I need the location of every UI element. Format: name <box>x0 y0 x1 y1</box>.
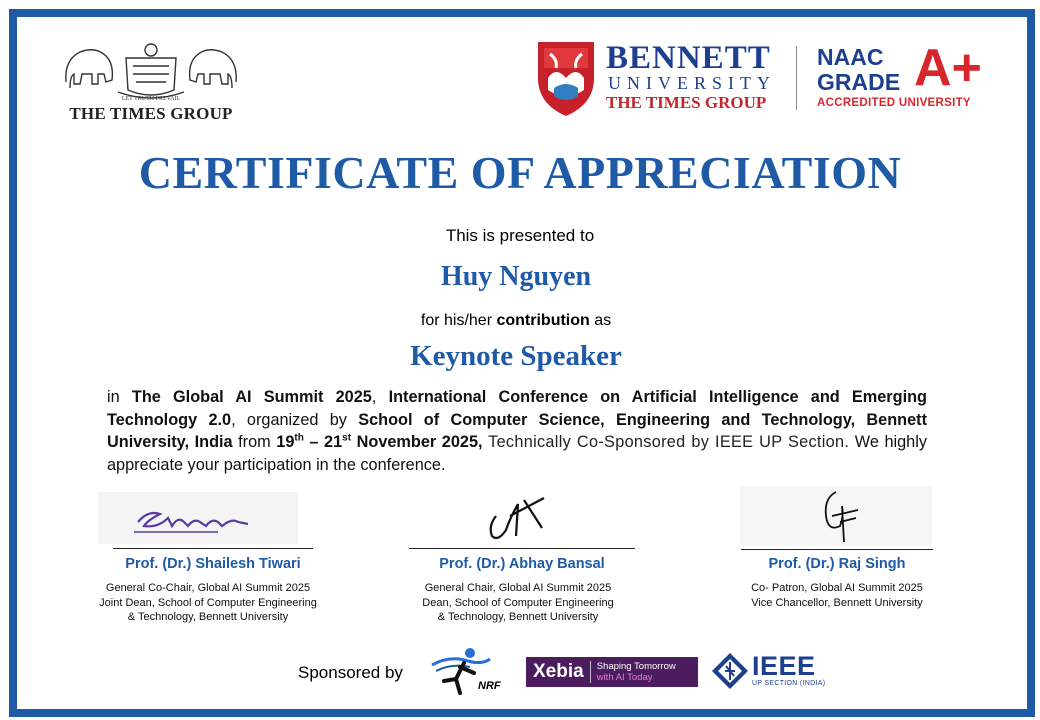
ieee-section: UP SECTION (INDIA) <box>752 680 826 687</box>
contribution-line <box>0 312 1032 330</box>
end-day-suffix: st <box>342 432 352 444</box>
start-day-suffix: th <box>294 432 304 444</box>
times-motto: LET TRUTH PREVAIL <box>121 96 181 102</box>
bennett-university-text: UNIVERSITY <box>608 73 776 93</box>
signature-icon <box>458 486 578 546</box>
recipient-role: Keynote Speaker <box>410 340 622 372</box>
elephants-emblem-icon <box>58 38 244 104</box>
signatory-name-2: Prof. (Dr.) Abhay Bansal <box>439 556 605 572</box>
naac-grade-value: A+ <box>914 39 982 97</box>
signature-image-1 <box>98 492 298 544</box>
signatory-name-3: Prof. (Dr.) Raj Singh <box>768 556 906 572</box>
signatory-role-3 <box>697 581 977 610</box>
times-group-name: THE TIMES GROUP <box>69 104 233 123</box>
role-line: & Technology, Bennett University <box>127 611 289 623</box>
signature-line-1 <box>113 548 313 549</box>
logo-divider <box>796 46 797 110</box>
role-line: Vice Chancellor, Bennett University <box>751 596 923 609</box>
presented-to-text: This is presented to <box>445 226 595 245</box>
sponsored-by-label: Sponsored by <box>298 663 403 682</box>
cosponsor-text: Technically Co-Sponsored by IEEE UP Section. <box>482 433 850 451</box>
naac-grade-text: GRADE <box>817 69 901 95</box>
body-text: , organized by <box>231 410 359 429</box>
signature-icon <box>740 486 932 546</box>
appreciation-text: We highly appreciate your participation in the conference. <box>107 433 927 474</box>
event-dates <box>276 433 482 451</box>
naac-text: NAAC <box>817 44 884 70</box>
certificate-body <box>107 386 927 476</box>
contribution-bold: contribution <box>496 312 590 329</box>
signature-image-2 <box>458 486 578 546</box>
role-line: & Technology, Bennett University <box>437 611 599 623</box>
certificate-title: CERTIFICATE OF APPRECIATION <box>138 147 902 198</box>
xebia-name: Xebia <box>533 661 584 682</box>
event-month-year: November 2025, <box>351 433 483 451</box>
event-name: The Global AI Summit 2025 <box>131 388 372 406</box>
role-line: Dean, School of Computer Engineering <box>422 596 614 609</box>
signature-line-2 <box>409 548 635 549</box>
role-line: Joint Dean, School of Computer Engineering <box>99 596 317 609</box>
signature-image-3 <box>740 486 932 546</box>
bennett-shield-icon <box>534 38 598 118</box>
body-text: from <box>232 433 277 451</box>
organizer-name: School of Computer Science, Engineering and Technology, Bennett University, India <box>107 410 927 451</box>
signature-icon <box>98 492 298 544</box>
contribution-suffix: as <box>589 312 612 329</box>
xebia-logo <box>526 657 698 687</box>
bennett-times-group: THE TIMES GROUP <box>606 93 767 112</box>
bennett-university-logo <box>534 36 994 120</box>
signatory-role-1 <box>68 581 348 625</box>
bennett-name: BENNETT <box>606 40 771 76</box>
role-line: General Chair, Global AI Summit 2025 <box>424 582 612 594</box>
body-text: , <box>371 388 389 406</box>
ieee-name: IEEE <box>752 651 816 681</box>
xebia-tagline-2: with AI Today <box>596 672 653 683</box>
xebia-tagline-1: Shaping Tomorrow <box>596 661 676 672</box>
conference-name: International Conference on Artificial Intelligence and Emerging Technology 2.0 <box>107 388 927 429</box>
contribution-prefix: for his/her <box>420 312 497 329</box>
signatory-name-1: Prof. (Dr.) Shailesh Tiwari <box>125 556 301 572</box>
xebia-separator <box>590 661 591 683</box>
body-text: in <box>107 388 132 406</box>
nrf-text: NRF <box>478 680 501 692</box>
signature-line-3 <box>741 549 933 550</box>
naac-accredited-text: ACCREDITED UNIVERSITY <box>817 97 971 109</box>
signatory-role-2 <box>377 581 659 625</box>
times-group-logo <box>58 38 244 128</box>
end-day: – 21 <box>303 433 343 451</box>
ieee-diamond-icon <box>711 652 749 690</box>
start-day: 19 <box>276 433 295 451</box>
recipient-name: Huy Nguyen <box>440 261 592 292</box>
xebia-tagline <box>597 661 676 683</box>
role-line: Co- Patron, Global AI Summit 2025 <box>751 582 923 594</box>
role-line: General Co-Chair, Global AI Summit 2025 <box>105 582 311 594</box>
